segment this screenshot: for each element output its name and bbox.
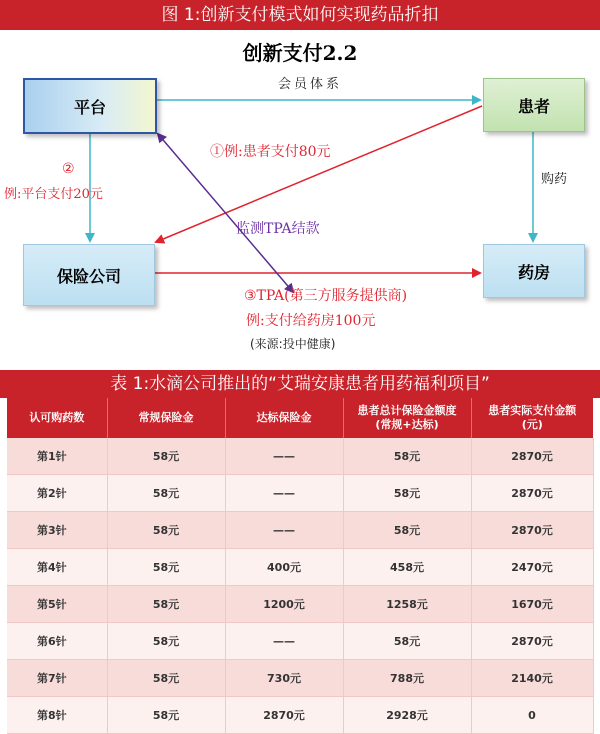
cell-dose: 第3针 — [7, 512, 107, 549]
cell-dose: 第6针 — [7, 623, 107, 660]
table-header-row — [7, 398, 593, 438]
label-step2-number: ② — [62, 161, 75, 177]
cell-regular: 58元 — [107, 697, 225, 734]
cell-payment: 1670元 — [471, 586, 593, 623]
label-membership: 会员体系 — [278, 77, 343, 92]
table-row — [7, 475, 593, 512]
label-patient-pay: ①例:患者支付80元 — [210, 144, 331, 160]
table-row — [7, 549, 593, 586]
table-row — [7, 697, 593, 734]
cell-dose: 第4针 — [7, 549, 107, 586]
cell-total: 58元 — [343, 512, 471, 549]
cell-target: —— — [225, 623, 343, 660]
node-insurer: 保险公司 — [23, 244, 155, 306]
cell-regular: 58元 — [107, 586, 225, 623]
cell-dose: 第2针 — [7, 475, 107, 512]
table-title-banner: 表 1:水滴公司推出的“艾瑞安康患者用药福利项目” — [0, 370, 600, 398]
cell-payment: 2870元 — [471, 623, 593, 660]
node-patient: 患者 — [483, 78, 585, 132]
cell-total: 1258元 — [343, 586, 471, 623]
cell-dose: 第8针 — [7, 697, 107, 734]
cell-total: 458元 — [343, 549, 471, 586]
header-regular-insurance: 常规保险金 — [107, 398, 225, 438]
figure-title-banner: 图 1:创新支付模式如何实现药品折扣 — [0, 0, 600, 30]
cell-target: 1200元 — [225, 586, 343, 623]
cell-dose: 第1针 — [7, 438, 107, 475]
cell-regular: 58元 — [107, 475, 225, 512]
benefit-table — [7, 398, 594, 734]
cell-target: —— — [225, 438, 343, 475]
diagram-title: 创新支付2.2 — [242, 41, 358, 65]
cell-target: —— — [225, 475, 343, 512]
cell-dose: 第7针 — [7, 660, 107, 697]
cell-dose: 第5针 — [7, 586, 107, 623]
table-row — [7, 438, 593, 475]
cell-target: 730元 — [225, 660, 343, 697]
cell-total: 58元 — [343, 438, 471, 475]
label-purchase: 购药 — [541, 172, 568, 187]
cell-payment: 2870元 — [471, 512, 593, 549]
cell-total: 58元 — [343, 475, 471, 512]
cell-payment: 0 — [471, 697, 593, 734]
node-pharmacy: 药房 — [483, 244, 585, 298]
cell-regular: 58元 — [107, 549, 225, 586]
node-platform: 平台 — [23, 78, 157, 134]
label-tpa-settlement: 监测TPA结款 — [236, 221, 320, 237]
payment-flow-diagram — [0, 30, 600, 370]
cell-target: 2870元 — [225, 697, 343, 734]
table-row — [7, 623, 593, 660]
cell-total: 58元 — [343, 623, 471, 660]
header-target-insurance: 达标保险金 — [225, 398, 343, 438]
cell-payment: 2470元 — [471, 549, 593, 586]
table-row — [7, 586, 593, 623]
cell-regular: 58元 — [107, 512, 225, 549]
label-tpa-provider: ③TPA(第三方服务提供商) — [244, 288, 408, 304]
table-row — [7, 512, 593, 549]
cell-total: 2928元 — [343, 697, 471, 734]
header-total-insurance: 患者总计保险金额度 (常规+达标) — [343, 398, 471, 438]
cell-target: —— — [225, 512, 343, 549]
label-platform-pay: 例:平台支付20元 — [4, 187, 103, 202]
cell-payment: 2870元 — [471, 438, 593, 475]
cell-payment: 2870元 — [471, 475, 593, 512]
cell-regular: 58元 — [107, 623, 225, 660]
header-patient-payment: 患者实际支付金额 (元) — [471, 398, 593, 438]
cell-regular: 58元 — [107, 660, 225, 697]
cell-regular: 58元 — [107, 438, 225, 475]
cell-payment: 2140元 — [471, 660, 593, 697]
label-pharmacy-pay: 例:支付给药房100元 — [246, 313, 376, 329]
cell-total: 788元 — [343, 660, 471, 697]
cell-target: 400元 — [225, 549, 343, 586]
header-doses: 认可购药数 — [7, 398, 107, 438]
label-source: (来源:投中健康) — [250, 337, 336, 351]
table-row — [7, 660, 593, 697]
